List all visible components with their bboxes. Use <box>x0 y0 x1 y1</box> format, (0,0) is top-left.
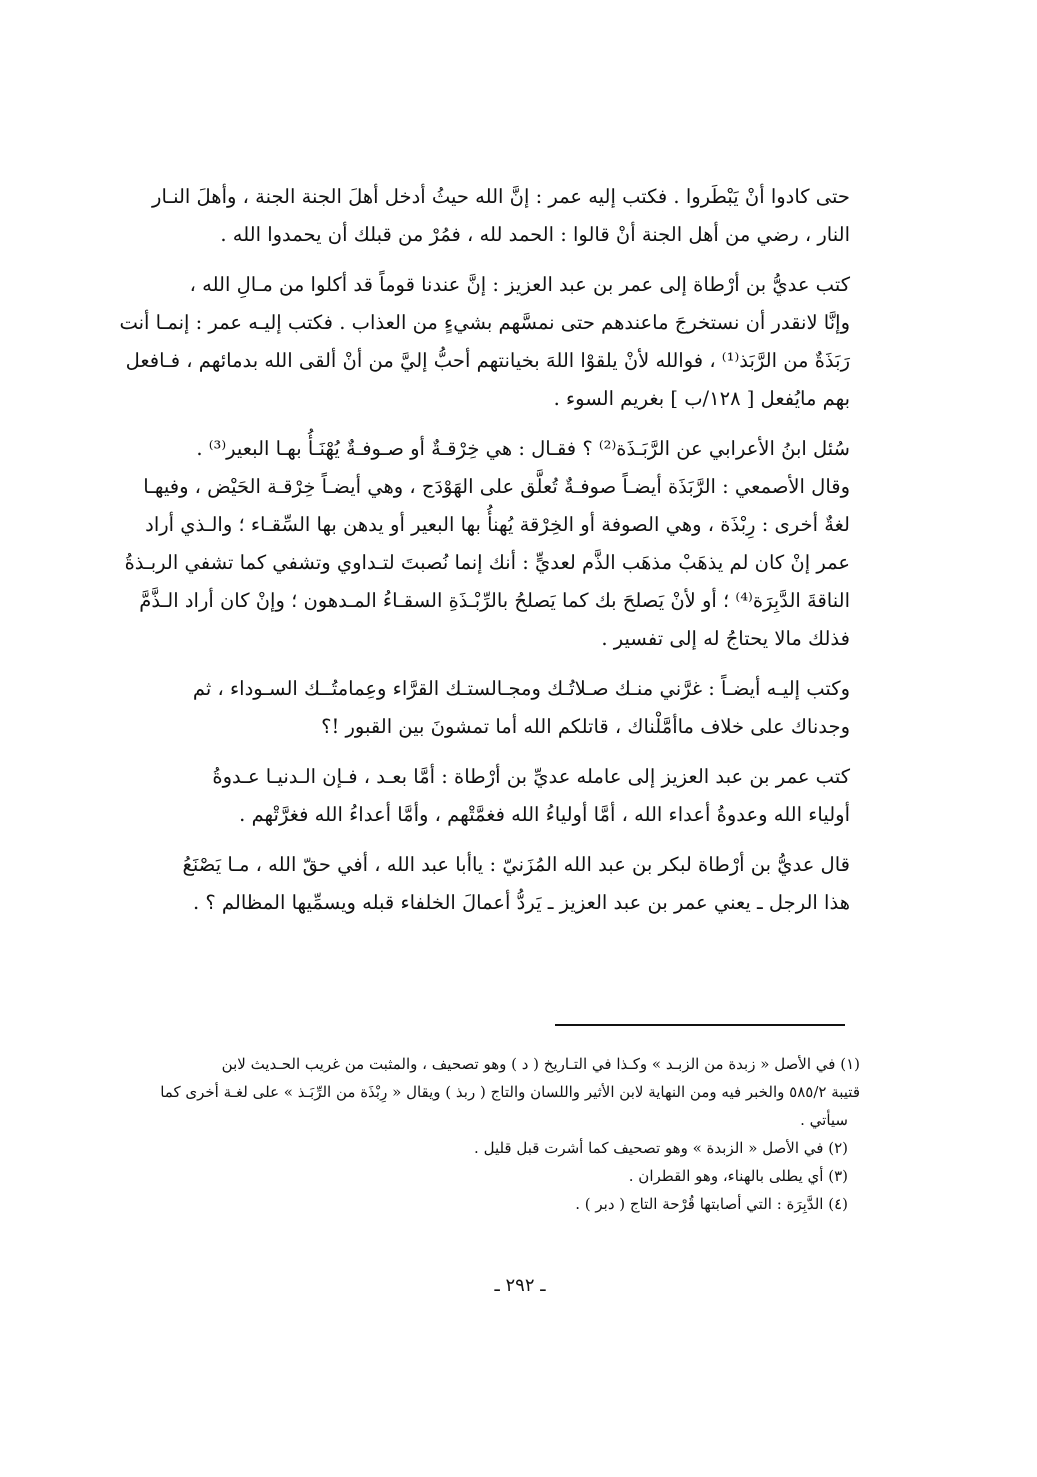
footnote-line: (٢) في الأصل « الزبدة » وهو تصحيف كما أشرت قبل قليل . <box>474 1139 848 1157</box>
paragraph <box>160 670 850 746</box>
footnote-line: قتيبة ٥٨٥/٢ والخبر فيه ومن النهاية لابن الأثير واللسان والتاج ( ربذ ) ويقال « رِبْذَة من الرِّبَـذ » على لغـة أخرى كما <box>160 1083 860 1101</box>
paragraph <box>160 846 850 922</box>
text-line: كتب عمر بن عبد العزيز إلى عامله عديِّ بن أرْطاة : أمَّا بعـد ، فـإن الـدنيـا عـدوةُ <box>212 765 850 788</box>
text-line: هذا الرجل ـ يعني عمر بن عبد العزيز ـ يَردُّ أعمالَ الخلفاء قبله ويسمِّيها المظالم ؟ . <box>192 891 850 914</box>
footnote-line: سيأتي . <box>800 1111 848 1129</box>
text-line: الناقةَ الدَّبِرَة⁽⁴⁾ ؛ أو لأنْ يَصلحَ بك كما يَصلحُ بالرِّبْـذَةِ السقـاءُ المـدهون ؛ وإنْ كان أراد الـذَّمَّ <box>139 589 850 612</box>
footnote-separator <box>555 1024 845 1026</box>
text-line: فذلك مالا يحتاجُ له إلى تفسير . <box>601 627 850 650</box>
text-line: النار ، رضي من أهل الجنة أنْ قالوا : الحمد لله ، فمُرْ من قبلك أن يحمدوا الله . <box>220 223 850 246</box>
text-line: أولياء الله وعدوةُ أعداء الله ، أمَّا أولياءُ الله فغمَّتْهم ، وأمَّا أعداءُ الله فغرَّتْهم . <box>239 803 850 826</box>
footnote-line: (٤) الدَّبِرَة : التي أصابتها قُرْحة التاج ( دبر ) . <box>575 1195 848 1213</box>
text-line: كتب عديُّ بن أرْطاة إلى عمر بن عبد العزيز : إنَّ عندنا قوماً قد أكلوا من مـالِ الله ، <box>189 273 850 296</box>
paragraph <box>160 758 850 834</box>
text-line: سُئل ابنُ الأعرابي عن الرَّبَـذَة⁽²⁾ ؟ فقـال : هي خِرْقـةٌ أو صـوفـةٌ يُهْنَـأُ بهـا البعير⁽³⁾ . <box>196 437 850 460</box>
text-line: بهم مايُفعل [ ١٢٨/ب ] بغريم السوء . <box>553 387 850 410</box>
text-line: وجدناك على خلاف ماأمَّلْناك ، قاتلكم الله أما تمشونَ بين القبور !؟ <box>321 715 850 738</box>
text-line: عمر إنْ كان لم يذهَبْ مذهَب الذَّم لعديٍّ : أنك إنما نُصبتَ لتـداوي وتشفي كما تشفي الربـذةُ <box>124 551 850 574</box>
footnote-line: (٣) أي يطلى بالهناء، وهو القطران . <box>628 1167 848 1185</box>
text-line: قال عديُّ بن أرْطاة لبكر بن عبد الله المُزَنيّ : ياأبا عبد الله ، أفي حقّ الله ، مـا يَصْنَعُ <box>182 853 850 876</box>
footnote-line: (١) في الأصل « زبدة من الزبـد » وكـذا في التـاريخ ( د ) وهو تصحيف ، والمثبت من غريب الحـديث لابن <box>221 1055 860 1073</box>
text-line: لغةٌ أخرى : رِبْذَة ، وهي الصوفة أو الخِرْقة يُهنأُ بها البعير أو يدهن بها السِّقـاء ؛ والـذي أراد <box>145 513 850 536</box>
page-number: ـ ٢٩٢ ـ <box>494 1275 546 1296</box>
main-text <box>119 178 850 934</box>
paragraph <box>152 178 850 254</box>
text-line: حتى كادوا أنْ يَبْطَروا . فكتب إليه عمر : إنَّ الله حيثُ أدخل أهلَ الجنة الجنة ، وأهلَ النـار <box>152 185 850 208</box>
paragraph <box>119 266 850 418</box>
text-line: وإنَّا لانقدر أن نستخرجَ ماعندهم حتى نمسَّهم بشيءٍ من العذاب . فكتب إليـه عمر : إنمـا أنت <box>119 311 850 334</box>
footnotes <box>160 1050 860 1218</box>
paragraph <box>124 430 850 658</box>
text-line: وقال الأصمعي : الرَّبَذَة أيضـاً صوفـةٌ تُعلَّق على الهَوْدَج ، وهي أيضـاً خِرْقـة الحَيْض ، وفيهـا <box>143 475 850 498</box>
text-line: رَبَذَةٌ من الرَّبَذ⁽¹⁾ ، فوالله لأنْ يلقوْا اللهَ بخيانتهم أحبُّ إليَّ من أنْ ألقى الله بدمائهم ، فـافعل <box>125 349 850 372</box>
text-line: وكتب إليـه أيضـاً : غرَّني منـك صـلاتُـك ومجـالستـك القرَّاء وعِمامتُــك السـوداء ، ثم <box>192 677 850 700</box>
